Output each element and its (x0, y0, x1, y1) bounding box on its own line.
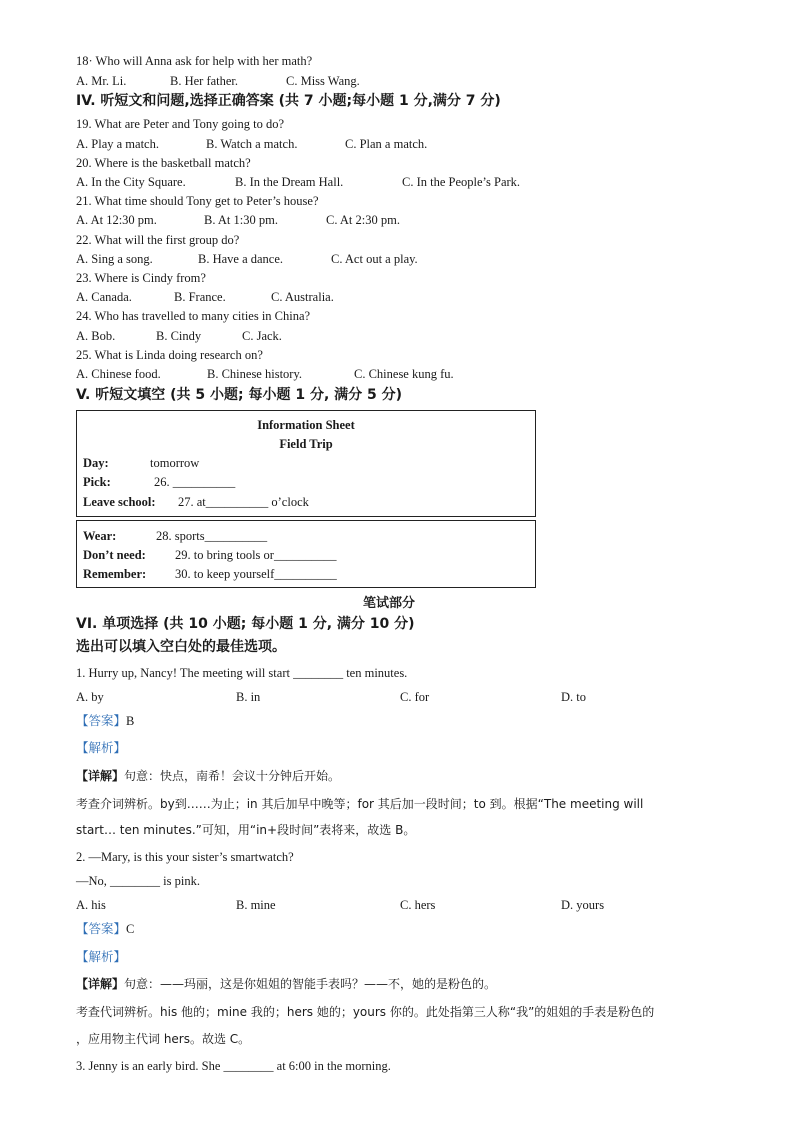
wear-value: 28. sports__________ (156, 529, 268, 543)
option-c: C. At 2:30 pm. (326, 213, 400, 227)
detail-text: 句意：快点，南希！会议十分钟后开始。 (124, 769, 341, 783)
dont-need-value: 29. to bring tools or__________ (175, 548, 337, 562)
option-b: B. Have a dance. (198, 252, 284, 266)
dont-need-row (83, 547, 337, 563)
question-23: 23. Where is Cindy from? (76, 271, 206, 285)
question-18: 18· Who will Anna ask for help with her math? (76, 54, 313, 68)
mcq-2: 2. —Mary, is this your sister’s smartwatch? (76, 850, 294, 864)
remember-label: Remember: (83, 567, 147, 581)
leave-school-label: Leave school: (83, 495, 156, 509)
option-c: C. Act out a play. (331, 252, 418, 266)
option-b: B. France. (174, 290, 226, 304)
leave-school-row (83, 494, 309, 510)
mcq-2-analysis (76, 949, 126, 965)
wear-label: Wear: (83, 529, 117, 543)
mcq-2-detail (76, 976, 716, 992)
option-c: C. for (400, 690, 430, 704)
answer-value: B (126, 714, 135, 728)
section-vi-instruction: 选出可以填入空白处的最佳选项。 (76, 639, 286, 655)
option-a: A. Canada. (76, 290, 132, 304)
option-a: A. Play a match. (76, 137, 159, 151)
option-c: C. Jack. (242, 329, 282, 343)
option-b: B. Watch a match. (206, 137, 298, 151)
question-24: 24. Who has travelled to many cities in China? (76, 309, 311, 323)
option-b: B. Cindy (156, 329, 202, 343)
option-b: B. In the Dream Hall. (235, 175, 344, 189)
option-c: C. hers (400, 898, 436, 912)
wear-row (83, 528, 268, 544)
day-row (83, 455, 200, 471)
section-v-heading: V. 听短文填空 (共 5 小题; 每小题 1 分, 满分 5 分) (76, 387, 403, 403)
dont-need-label: Don’t need: (83, 548, 146, 562)
remember-value: 30. to keep yourself__________ (175, 567, 337, 581)
question-25: 25. What is Linda doing research on? (76, 348, 263, 362)
option-a: A. by (76, 690, 104, 704)
mcq-1-answer (76, 713, 134, 729)
detail-text: 句意：——玛丽，这是你姐姐的智能手表吗？——不，她的是粉色的。 (124, 977, 497, 991)
option-a: A. At 12:30 pm. (76, 213, 157, 227)
pick-value: 26. __________ (154, 475, 236, 489)
mcq-1: 1. Hurry up, Nancy! The meeting will start ________ ten minutes. (76, 666, 408, 680)
pick-label: Pick: (83, 475, 111, 489)
option-b: B. Her father. (170, 74, 239, 88)
answer-tag: 【答案】 (76, 713, 127, 728)
option-b: B. mine (236, 898, 276, 912)
option-d: D. yours (561, 898, 605, 912)
mcq-2-explanation-line-2: ，应用物主代词 hers。故选 C。 (76, 1032, 251, 1046)
pick-row (83, 474, 236, 490)
day-label: Day: (83, 456, 109, 470)
question-19: 19. What are Peter and Tony going to do? (76, 117, 284, 131)
option-c: C. Chinese kung fu. (354, 367, 454, 381)
detail-tag: 【详解】 (76, 769, 125, 783)
option-a: A. Sing a song. (76, 252, 153, 266)
mcq-1-detail (76, 768, 716, 784)
option-a: A. In the City Square. (76, 175, 186, 189)
option-c: C. Australia. (271, 290, 334, 304)
detail-tag: 【详解】 (76, 977, 125, 991)
option-a: A. Chinese food. (76, 367, 161, 381)
option-d: D. to (561, 690, 586, 704)
sheet-subtitle: Field Trip (279, 437, 333, 451)
analysis-tag: 【解析】 (76, 740, 127, 755)
mcq-2-answer (76, 921, 134, 937)
option-c: C. Plan a match. (345, 137, 428, 151)
leave-school-value: 27. at__________ o’clock (178, 495, 309, 509)
option-a: A. Bob. (76, 329, 116, 343)
option-c: C. In the People’s Park. (402, 175, 521, 189)
option-b: B. At 1:30 pm. (204, 213, 278, 227)
sheet-title: Information Sheet (257, 418, 355, 432)
section-iv-heading: IV. 听短文和问题,选择正确答案 (共 7 小题;每小题 1 分,满分 7 分) (76, 93, 501, 109)
remember-row (83, 566, 337, 582)
question-21: 21. What time should Tony get to Peter’s house? (76, 194, 319, 208)
mcq-3: 3. Jenny is an early bird. She ________ at 6:00 in the morning. (76, 1059, 391, 1073)
answer-tag: 【答案】 (76, 921, 127, 936)
mcq-2-line-2: —No, ________ is pink. (76, 874, 200, 888)
mcq-1-analysis (76, 740, 126, 756)
option-a: A. his (76, 898, 106, 912)
analysis-tag: 【解析】 (76, 949, 127, 964)
option-a: A. Mr. Li. (76, 74, 127, 88)
option-b: B. Chinese history. (207, 367, 303, 381)
information-sheet-box-2 (76, 520, 536, 588)
question-20: 20. Where is the basketball match? (76, 156, 251, 170)
mcq-1-explanation-line-1: 考查介词辨析。by到……为止；in 其后加早中晚等；for 其后加一段时间；to 到。根据“The meeting will (76, 797, 644, 811)
option-b: B. in (236, 690, 261, 704)
information-sheet-box (76, 410, 536, 517)
answer-value: C (126, 922, 135, 936)
written-part-heading: 笔试部分 (363, 596, 416, 611)
mcq-1-explanation-line-2: start… ten minutes.”可知，用“in+段时间”表将来，故选 B。 (76, 823, 416, 837)
section-vi-heading: VI. 单项选择 (共 10 小题; 每小题 1 分, 满分 10 分) (76, 616, 415, 632)
mcq-2-explanation-line-1: 考查代词辨析。his 他的；mine 我的；hers 她的；yours 你的。此处指第三人称“我”的姐姐的手表是粉色的 (76, 1005, 655, 1019)
day-value: tomorrow (150, 456, 200, 470)
question-22: 22. What will the first group do? (76, 233, 240, 247)
option-c: C. Miss Wang. (286, 74, 360, 88)
